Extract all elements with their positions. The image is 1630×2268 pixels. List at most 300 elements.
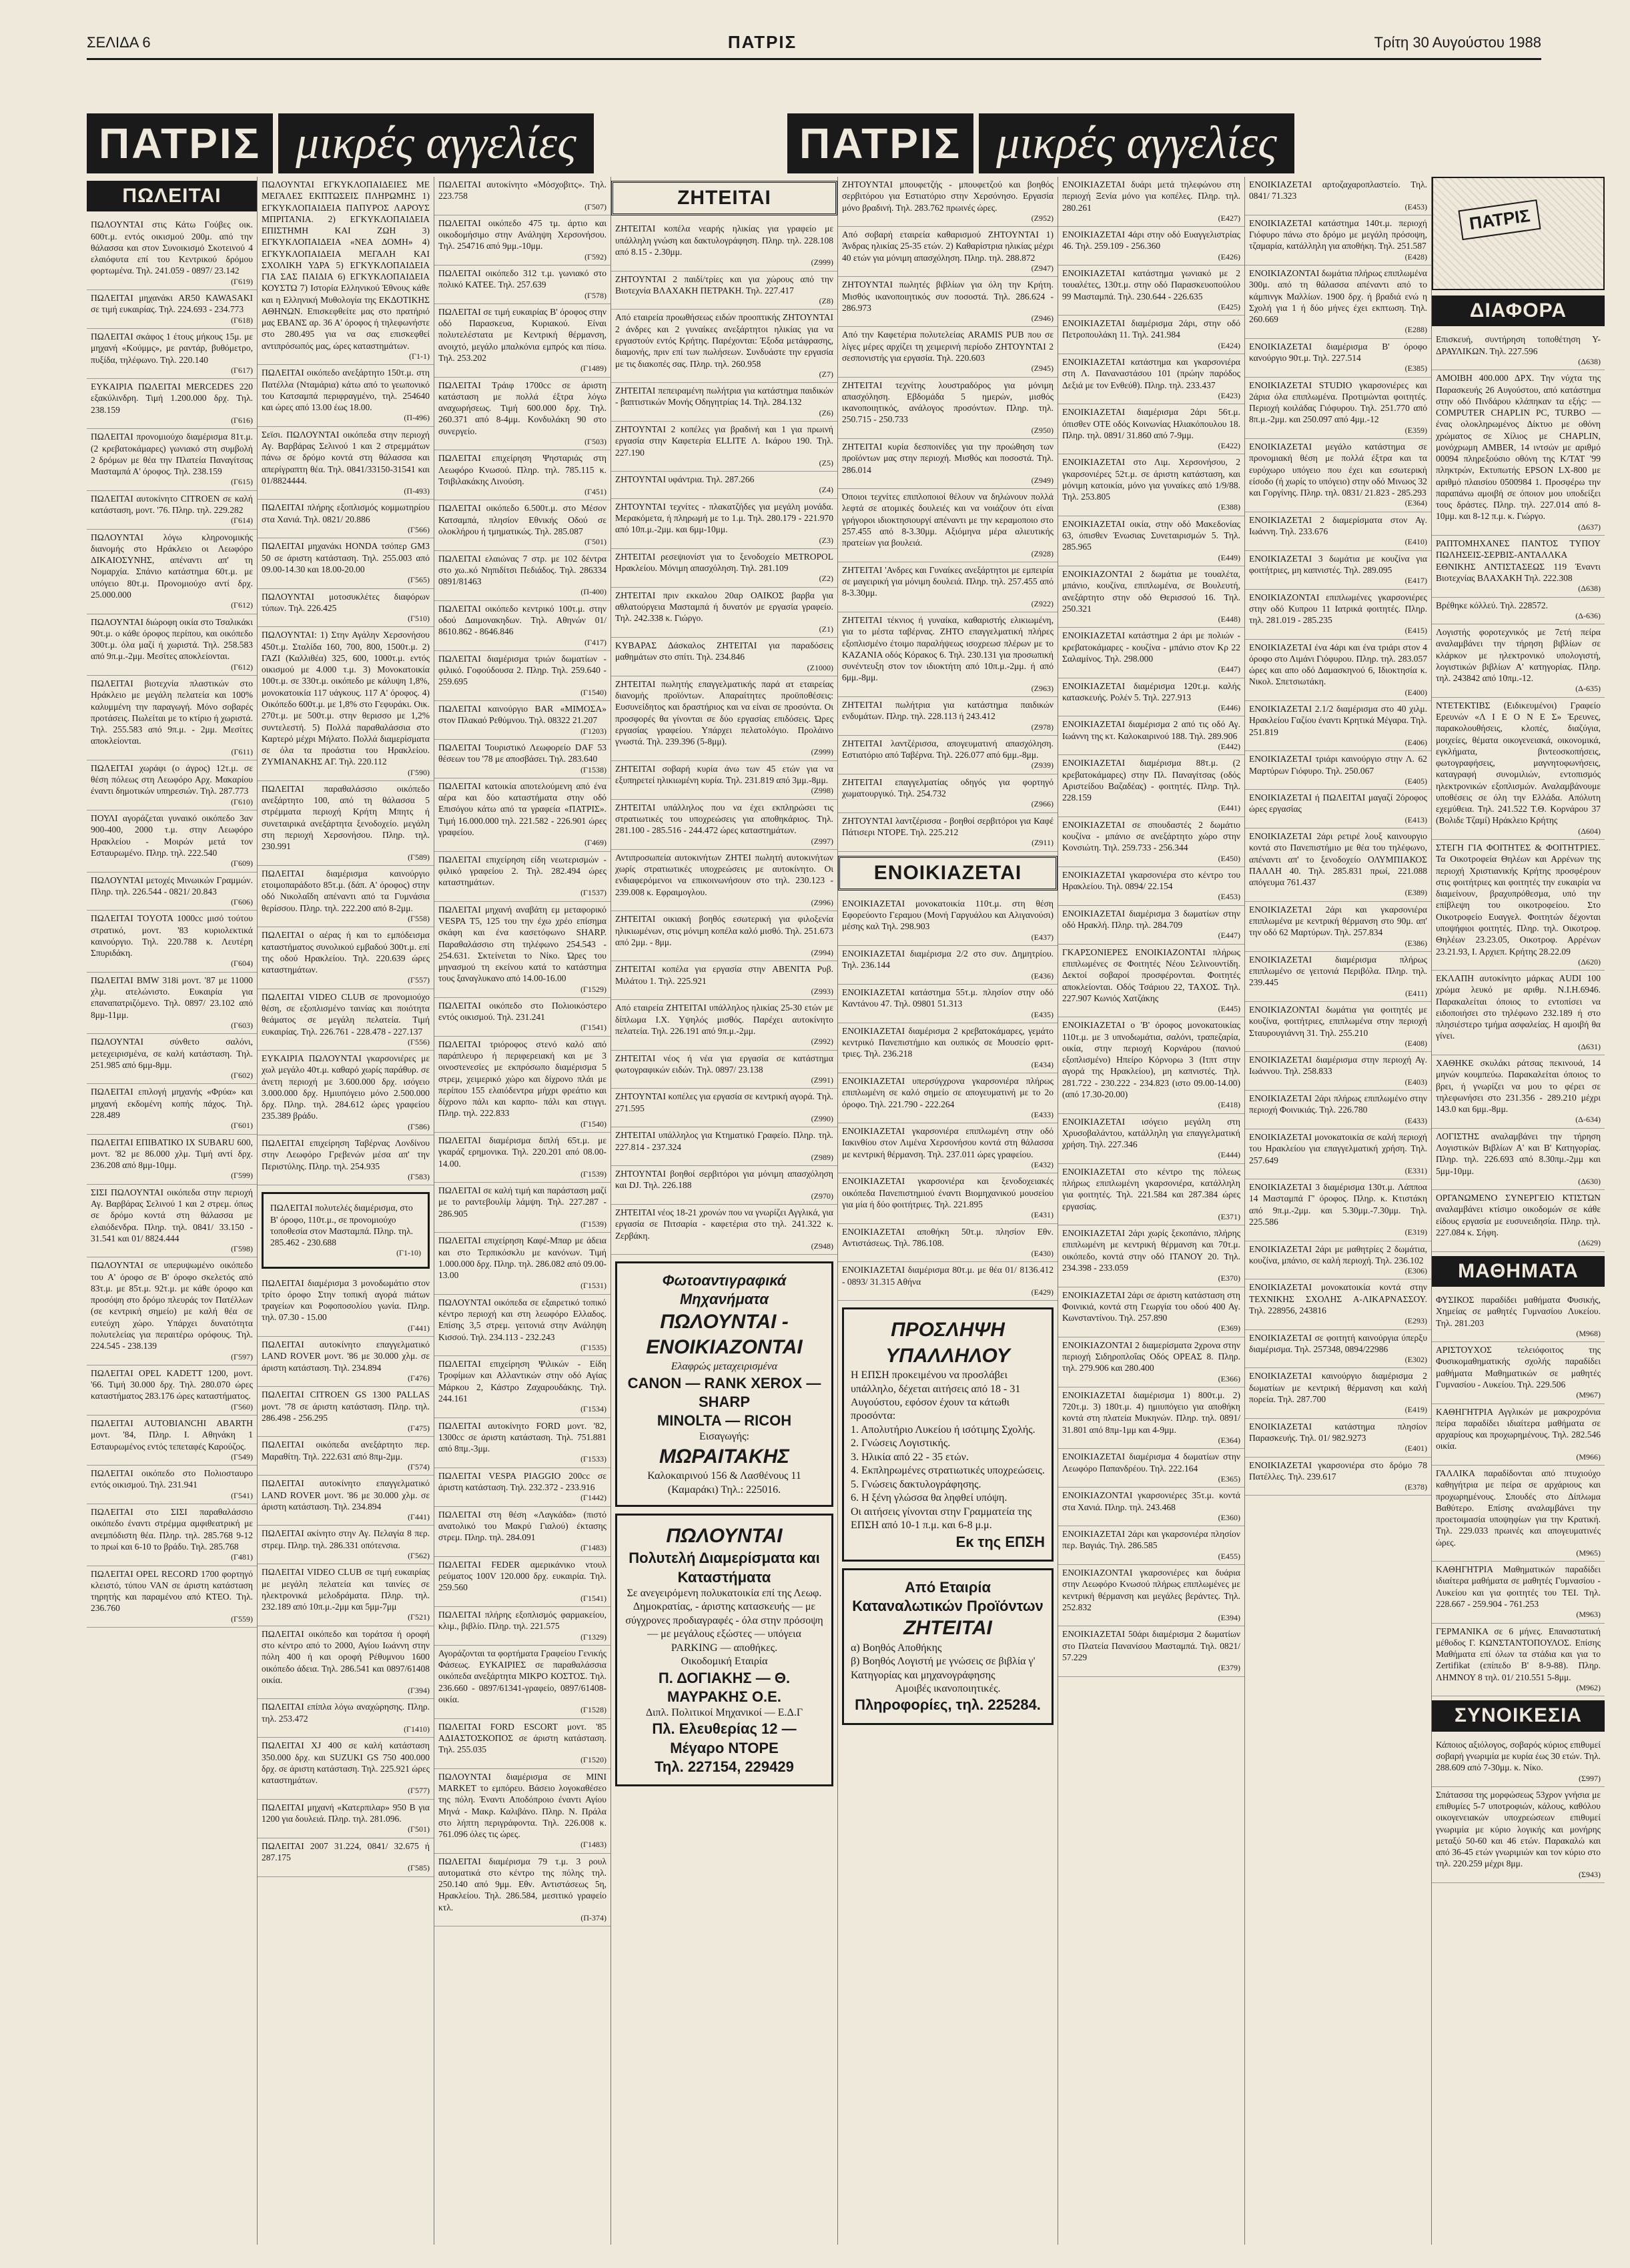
classified-ad: [434, 1233, 610, 1294]
ad-text: ΠΩΛΕΙΤΑΙ διαμέρισμα 79 τ.μ. 3 ρουλ αυτοματικά στο κέντρο της πόλης τηλ. 250.140 από 9μμ. Εθν. Αντιστάσεως 5η, Ηρακλείου. Τηλ. 286.584, μεσιτικό γραφείο κτλ.: [438, 1856, 606, 1912]
ad-code: (Ζ2): [819, 574, 833, 584]
classified-ad: [1432, 1624, 1605, 1697]
ad-text: ΕΝΟΙΚΙΑΖΕΤΑΙ υπερσύγχρονα γκαρσονιέρα πλήρως επιπλωμένη σε καλό σημείο σε απογευματινή με το 2ο όροφο. Τηλ. 221.790 - 222.264: [842, 1076, 1054, 1109]
classified-ad: [1245, 952, 1431, 1002]
ad-code: (Γ1541): [580, 1593, 606, 1603]
classified-ad: [1058, 1225, 1244, 1287]
classified-ad: [87, 1504, 257, 1566]
ad-code: (Ε413): [1404, 814, 1427, 824]
ad-code: (Ζ922): [1031, 598, 1054, 608]
ad-text: ΖΗΤΟΥΝΤΑΙ 2 παιδί/τρίες και για χώρους από την Βιοτεχνία ΒΛΑΧΑΚΗ ΠΕΤΡΑΚΗ. Τηλ. 227.417: [615, 273, 833, 296]
ad-code: (Γ1489): [580, 364, 606, 374]
ad-text: ΠΩΛΕΙΤΑΙ οικόπεδο 475 τμ. άρτιο και οικοδομήσιμο στην Ανάληψη Χερσονήσου. Τηλ. 254716 από 9μμ.-10μμ.: [438, 217, 606, 251]
ad-code: (Γ1329): [580, 1632, 606, 1642]
ad-code: (Γ603): [231, 1020, 253, 1030]
ad-code: (Ζ8): [819, 296, 833, 306]
ad-code: (Ζ998): [811, 786, 833, 796]
classified-ad: [1058, 1114, 1244, 1164]
classified-ad: [1058, 404, 1244, 454]
ad-code: (Ε441): [1218, 803, 1240, 813]
classified-ad: [87, 429, 257, 490]
ad-code: (Γ503): [584, 436, 606, 446]
ad-text: Σεϊσι. ΠΩΛΟΥΝΤΑΙ οικόπεδα στην περιοχή Αγ. Βαρβάρας Σελινού 1 και 2 στρεμμάτων πάνω σε δρόμο κοντά στη θάλασσα και απερίγραπτη θέα. Τηλ. 0841/33150-31541 και 01/8824444.: [262, 429, 430, 486]
classified-ad: [1245, 512, 1431, 551]
ad-code: (Ε400): [1404, 687, 1427, 697]
classified-ad: [258, 1135, 434, 1185]
ad-text: ΠΩΛΕΙΤΑΙ αυτοκίνητο CITROEN σε καλή κατάσταση, μοντ. '76. Πληρ. τηλ. 229.282: [91, 493, 253, 515]
ad-code: (Γ611): [231, 746, 253, 756]
company-phone: Πληροφορίες, τηλ. 225284.: [855, 1696, 1041, 1714]
realestate-address: Πλ. Ελευθερίας 12 — Μέγαρο ΝΤΟΡΕ: [652, 1720, 797, 1756]
ad-text: ΖΗΤΟΥΝΤΑΙ 2 κοπέλες για βραδινή και 1 για πρωινή εργασία στην Καφετερία ELLITE Λ. Ικάρου 190. Τηλ. 227.190: [615, 424, 833, 458]
ad-code: (Γ1537): [580, 888, 606, 898]
ad-text: ΕΝΟΙΚΙΑΖΕΤΑΙ 2άρι χωρίς ξεκοπάνιο, πλήρης επιπλωμένη με κεντρική θέρμανση και 70τ.μ. οικόπεδο, κοντά στην οδό ΙΤΑΝΟΥ 20. Τηλ. 234.398 - 233.059: [1062, 1228, 1240, 1273]
ad-text: ΑΡΙΣΤΟΥΧΟΣ τελειόφοιτος της Φυσικομαθηματικής σχολής παραδίδει μαθήματα Μαθηματικών σε μαθητές Γυμνασίου - Λυκείου. Τηλ. 229.506: [1436, 1345, 1601, 1389]
ad-code: (Ζ993): [811, 987, 833, 996]
ad-text: ΕΝΟΙΚΙΑΖΕΤΑΙ 2άρι και γκαρσονιέρα πλησίον περ. Βαγιάς. Τηλ. 286.585: [1062, 1529, 1240, 1551]
ad-code: (Ε417): [1404, 576, 1427, 586]
classified-ad: [258, 1476, 434, 1526]
ad-code: (Ζ992): [811, 1037, 833, 1047]
ad-code: (Ε365): [1218, 1474, 1240, 1484]
classified-ad: [258, 1051, 434, 1135]
classified-ad: [1245, 1330, 1431, 1369]
classified-ad: [1432, 971, 1605, 1055]
ad-text: ΠΩΛΟΥΝΤΑΙ μετοχές Μινωικών Γραμμών. Πληρ. τηλ. 226.544 - 0821/ 20.843: [91, 875, 253, 897]
classified-ad: [87, 676, 257, 760]
classified-ad: [1245, 1368, 1431, 1418]
ad-text: ΕΝΟΙΚΙΑΖΕΤΑΙ 3 διαμέρισμα 130τ.μ. Λάπποα 14 Μασταμπά Γ' όροφος. Πληρ. κ. Κτιστάκη από 9π.μ.-2μμ. και 5.30μμ.-7.30μμ. Τηλ. 225.586: [1249, 1182, 1427, 1227]
ad-code: (Γ501): [408, 1824, 430, 1834]
ad-code: (Ε394): [1218, 1613, 1240, 1623]
ad-text: ΓΕΡΜΑΝΙΚΑ σε 6 μήνες. Επαναστατική μέθοδος Γ. ΚΩΝΣΤΑΝΤΟΠΟΥΛΟΣ. Επίσης Μαθήματα επί όλων τα στάδια και για το Zertifikat (επίπεδο Β' 8-9-88). Πληρ. ΛΗΜΝΟΥ 8 τηλ. 01/ 210.551 5-8μμ.: [1436, 1626, 1601, 1682]
ad-code: (Γ617): [231, 365, 253, 375]
ad-code: (Ε445): [1218, 1004, 1240, 1014]
classified-ad: [434, 450, 610, 500]
classified-ad: [258, 1526, 434, 1564]
realestate-names: Π. ΔΟΓΙΑΚΗΣ — Θ. ΜΑΥΡΑΚΗΣ Ο.Ε.: [658, 1669, 791, 1705]
realestate-firm: Οικοδομική Εταιρία: [681, 1656, 768, 1668]
ad-text: ΡΑΠΤΟΜΗΧΑΝΕΣ ΠΑΝΤΟΣ ΤΥΠΟΥ ΠΩΛΗΣΕΙΣ-ΣΕΡΒΙΣ-ΑΝΤΑΛΛΚΑ ΕΘΝΙΚΗΣ ΑΝΤΙΣΤΑΣΕΩΣ 119 Έναντι Βιοτεχνίας ΒΛΑΧΑΚΗ Τηλ. 222.308: [1436, 538, 1601, 583]
ad-text: Κάποιος αξιόλογος, σοβαρός κύριος επιθυμεί σοβαρή γνωριμία με κυρία έως 30 ετών. Τηλ. 288.609 από 7-30μμ. κ. Νίκο.: [1436, 1739, 1601, 1773]
ad-text: ΠΩΛΕΙΤΑΙ AUTOBIANCHI ABARTH μοντ. '84, Πληρ. Ι. Αθηνάκη 1 Εσταυρωμένος εντός τεπεταφές Καρούζος.: [91, 1418, 253, 1452]
ad-text: Επισκευή, συντήρηση τοποθέτηση Υ-ΔΡΑΥΛΙΚΩΝ. Τηλ. 227.596: [1436, 334, 1601, 356]
classified-ad: [611, 310, 837, 383]
classified-ad: [838, 697, 1058, 736]
ad-code: (Γ549): [231, 1452, 253, 1462]
ad-text: ΕΝΟΙΚΙΑΖΕΤΑΙ στο Λιμ. Χερσονήσου, 2 γκαρσονιέρες 52τ.μ. σε άριστη κατάσταση, και μόνιμη κατοικία, μόνο για γυναίκες από 1/9/88. Τηλ. 253.805: [1062, 457, 1240, 502]
classified-ad: [1432, 624, 1605, 698]
ad-text: ΖΗΤΕΙΤΑΙ οικιακή βοηθός εσωτερική για φιλοξενία ηλικιωμένων, στις μόνιμη κοπέλα καλό μισθό. Τηλ. 251.673 από 2μμ. - 8μμ.: [615, 914, 833, 947]
classified-ad: [258, 538, 434, 588]
classified-ad: [434, 304, 610, 378]
ad-code: (Ζ996): [811, 897, 833, 907]
classified-ad: [87, 1084, 257, 1134]
ad-text: ΠΩΛΕΙΤΑΙ ΕΠΙΒΑΤΙΚΟ ΙΧ SUBARU 600, μοντ. '82 με 86.000 χλμ. Τιμή αντί δρχ. 236.208 από 8μμ-10μμ.: [91, 1137, 253, 1171]
ad-code: (Ε433): [1031, 1109, 1054, 1119]
ad-text: ΠΩΛΕΙΤΑΙ 2007 31.224, 0841/ 32.675 ή 287.175: [262, 1840, 430, 1862]
ad-text: ΠΩΛΕΙΤΑΙ αυτοκίνητο FORD μοντ. '82, 1300cc σε άριστη κατάσταση. Τηλ. 751.881 από 8πμ.-3μμ.: [438, 1420, 606, 1454]
ad-code: (Γ501): [584, 537, 606, 547]
classified-ad: [434, 1769, 610, 1854]
classified-ad: [1058, 454, 1244, 516]
section-mathimata: ΜΑΘΗΜΑΤΑ: [1432, 1256, 1605, 1287]
ad-text: ΕΝΟΙΚΙΑΖΕΤΑΙ μονοκατοικία 110τ.μ. στη θέση Εφορεύοντο Γεραμου (Μονή Γαργυάλου και Αλιγανούσι) μέσης καλ Τηλ. 298.903: [842, 898, 1054, 932]
classified-ad: [1058, 1164, 1244, 1225]
ad-text: ΕΝΟΙΚΙΑΖΕΤΑΙ γκαρσονιέρα στο κέντρο του Ηρακλείου. Τηλ. 0894/ 22.154: [1062, 869, 1240, 892]
ad-code: (Γ585): [408, 1863, 430, 1873]
ad-code: (Γ604): [231, 959, 253, 969]
ad-text: ΖΗΤΕΙΤΑΙ κοπέλα νεαρής ηλικίας για γραφείο με υπάλληλη γνώση και δακτυλογράφηση. Πληρ. τηλ. 228.108 από 8.15 - 2.30μμ.: [615, 223, 833, 257]
ad-code: (Μ967): [1576, 1390, 1601, 1400]
ad-text: ΕΥΚΑΙΡΙΑ ΠΩΛΟΥΝΤΑΙ γκαρσονιέρες με χωλ μεγάλο 40τ.μ. καθαρό χωρίς παράθυρ. σε άνετη περιοχή με 3.600.000 δρχ. ισόγειο 3.000.000 δρχ. Ημιυπόγειο μόνο 2.500.000 δρχ. Πληρ. τηλ. 284.612 ώρες γραφείου 235.389 βράδυ.: [262, 1053, 430, 1121]
ad-code: (Ε423): [1218, 390, 1240, 400]
classified-ad: [1245, 790, 1431, 828]
classified-ad: [838, 227, 1058, 277]
ad-text: ΠΩΛΕΙΤΑΙ βιοτεχνία πλαστικών στο Ηράκλειο με μεγάλη πελατεία και 100% καλυμμένη την παραγωγή. Μόνο σοβαρές προτάσεις. Πωλείται με το κτίριο ή χωριστά. Τηλ. 255.583 από 9π.μ. - 2μμ. Μεσίτες αποκλείονται.: [91, 678, 253, 746]
ad-code: (Γ1203): [580, 726, 606, 736]
ad-text: ΖΗΤΕΙΤΑΙ σοβαρή κυρία άνω των 45 ετών για να εξυπηρετεί ηλικιωμένη κυρία. Τηλ. 231.819 από 3μμ.-8μμ.: [615, 763, 833, 786]
classified-ad: [258, 1337, 434, 1387]
classified-ad: [1058, 755, 1244, 816]
ad-text: ΠΩΛΕΙΤΑΙ προνομιούχο διαμέρισμα 81τ.μ. (2 κρεβατοκάμαρες) γωνιακό στη συμβολή 2 δρόμων με θέα την Πλατεία Παναγίτσας Μασταμπά Α' όροφος. Τηλ. 238.159: [91, 432, 253, 477]
classified-ad: [87, 379, 257, 429]
classified-ad: [258, 927, 434, 989]
classified-ad: [258, 427, 434, 500]
ad-text: Από εταιρεία προωθήσεως ειδών προοπτικής ΖΗΤΟΥΝΤΑΙ 2 άνδρες και 2 γυναίκες ανεξάρτητοι ηλικίας για να εργαστούν εντός Κρήτης. Παρέχονται: Έξοδα μετάφρασης, διαμονής, πριν επί των πωλήσεων. Συνδυάστε την εργασία με τις διακοπές σας. Πληρ. τηλ. 260.958: [615, 312, 833, 369]
classified-ad: [1432, 1404, 1605, 1466]
classified-ad: [87, 217, 257, 290]
cartoon-illustration: [1432, 177, 1605, 290]
newspaper-name: ΠΑΤΡΙΣ: [727, 32, 797, 52]
ad-text: ΓΑΛΛΙΚΑ παραδίδονται από πτυχιούχο καθηγήτρια με πείρα σε αρχάριους και προχωρημένους. Σπουδές στο Δίπλωμα Βαθύτερο. Επίσης αναλαμβάνει την προετοιμασία υποψηφίων για την Κρατική. Τηλ. 229.033 πρωινές και απογευματινές ώρες.: [1436, 1468, 1601, 1548]
company-title: Από Εταιρία Καταναλωτικών Προϊόντων: [852, 1578, 1044, 1615]
classified-ad: [611, 422, 837, 472]
company-item: β) Βοηθός Λογιστή με γνώσεις σε βιβλία γ' Κατηγορίας και μηχανογράφησης: [851, 1656, 1036, 1681]
ad-text: ΕΝΟΙΚΙΑΖΕΤΑΙ γκαρσονιέρα στο δρόμο 78 Πατέλλες. Τηλ. 239.617: [1249, 1460, 1427, 1482]
ad-code: (Γ541): [231, 1490, 253, 1500]
classified-ad: [258, 1626, 434, 1700]
ad-code: (Ε370): [1218, 1273, 1240, 1283]
column-4: [610, 177, 837, 2245]
job-title: ΠΡΟΣΛΗΨΗ ΥΠΑΛΛΗΛΟΥ: [885, 1319, 1010, 1367]
classified-ad: [1058, 265, 1244, 316]
ad-code: (Ε411): [1405, 988, 1427, 998]
ad-text: ΕΝΟΙΚΙΑΖΕΤΑΙ δυάρι μετά τηλεφώνου στη περιοχή Ξενία μόνο για κοπέλες. Πληρ. τηλ. 280.261: [1062, 179, 1240, 213]
ad-code: (Ε288): [1404, 325, 1427, 335]
ad-code: (Γ1535): [580, 1342, 606, 1352]
ad-text: ΕΝΟΙΚΙΑΖΕΤΑΙ ένα 4άρι και ένα τριάρι στον 4 όροφο στο Λιμάνι Γιόφυρου. Πληρ. τηλ. 283.057 ώρες και απο οδό Δαμασκηνού 6, Ιδιοκτησία κ. Νικολ. Σπετσιωτάκη.: [1249, 642, 1427, 687]
ad-text: ΚΑΘΗΓΗΤΡΙΑ Αγγλικών με μακροχρόνια πείρα παραδίδει ιδιαίτερα μαθήματα σε αρχαρίους και προχωρημένους. Τηλ. 282.546 οικία.: [1436, 1406, 1601, 1452]
ad-code: (Ε431): [1031, 1210, 1054, 1220]
classified-ad: [434, 1719, 610, 1769]
ad-text: ΧΑΘΗΚΕ σκυλάκι ράτσας πεκινουά, 14 μηνών κουμπεύω. Παρακαλείται όποιος το βρει, ή γνωρίζει να μου το φέρει σε τηλεφωνήσει στο 231.356 - 289.210 μέχρι 143.0 και 6μμ.-8μμ.: [1436, 1058, 1601, 1115]
classified-ad: [1432, 1562, 1605, 1623]
column-5: [837, 177, 1058, 2245]
ad-text: Από εταιρεία ΖΗΤΕΙΤΑΙ υπάλληλος ηλικίας 25-30 ετών με δίπλωμα Ι.Χ. Υψηλός μισθός. Παρέχει αυτοκίνητο πελατεία. Τηλ. 226.191 από 9π.μ.-2μμ.: [615, 1003, 833, 1036]
ad-text: Βρέθηκε κόλλεύ. Τηλ. 228572.: [1436, 600, 1548, 610]
classified-ad: [1058, 716, 1244, 755]
classified-ad: [1432, 1190, 1605, 1251]
ad-text: ΠΩΛΕΙΤΑΙ OPEL KADETT 1200, μοντ. '66. Τιμή 30.000 δρχ. Τηλ. 280.070 ώρες καταστήματος 283.176 ώρες καταστήματος.: [91, 1367, 253, 1401]
ad-code: (Γ469): [584, 838, 606, 848]
ad-code: (Γ1483): [580, 1543, 606, 1553]
classified-ad: [838, 327, 1058, 377]
ad-code: (Ζ946): [1031, 314, 1054, 324]
ad-text: ΖΗΤΕΙΤΑΙ πεπειραμένη πωλήτρια για κατάστημα παιδικών - βαπτιστικών Μονής Οδηγητρίας 14. Τηλ. 284.132: [615, 386, 833, 408]
ad-code: (Ε424): [1218, 340, 1240, 350]
ad-text: ΠΩΛΕΙΤΑΙ πλήρης εξοπλισμός κομμωτηρίου στα Χανιά. Τηλ. 0821/ 20.886: [262, 502, 430, 524]
classified-ad: [434, 852, 610, 902]
classified-ad: [1245, 265, 1431, 339]
ad-text: ΕΝΟΙΚΙΑΖΕΤΑΙ 2άρι σε άριστη κατάσταση στη Φοινικιά, κοντά στη Γεωργία του οδού 400 Αγ. Κωνσταντίνου. Τηλ. 257.890: [1062, 1289, 1240, 1323]
ad-code: (Γ610): [231, 796, 253, 806]
ad-code: (Ζ989): [811, 1152, 833, 1162]
ad-text: ΕΝΟΙΚΙΑΖΕΤΑΙ 2άρι με μαθητρίες 2 δωμάτια, κουζίνα, μπάνιο, σε καλή περιοχή. Τηλ. 236.102: [1249, 1243, 1427, 1265]
section-poleitai: ΠΩΛΕΙΤΑΙ: [87, 181, 257, 211]
ad-code: (Ζ999): [811, 257, 833, 267]
ad-text: ΕΝΟΙΚΙΑΖΕΤΑΙ ή ΠΩΛΕΙΤΑΙ μαγαζί 2όροφος ώρες εργασίας: [1249, 792, 1427, 814]
ad-code: (Ε422): [1218, 441, 1240, 451]
classified-ad: [611, 383, 837, 422]
ad-code: (Ζ7): [819, 369, 833, 379]
company-ad-box: [842, 1568, 1054, 1725]
ad-text: ΕΝΟΙΚΙΑΖΕΤΑΙ διαμέρισμα 4 δωματίων στην Λεωφόρο Παπανδρέου. Τηλ. 222.164: [1062, 1452, 1240, 1474]
ad-text: ΖΗΤΟΥΝΤΑΙ πωλητές βιβλίων για όλη την Κρήτη. Μισθός ικανοποιητικός συν ποσοστά. Τηλ. 286.624 - 286.973: [842, 279, 1054, 313]
ad-text: ΠΩΛΕΙΤΑΙ VIDEO CLUB σε προνομιούχο θέση, σε εξοπλισμένο ταινίας και ποιότητα θεάματος σε μεγάλη πελατεία. Τιμή ευκαιρίας. Τηλ. 226.761 - 228.478 - 227.137: [262, 991, 430, 1037]
ad-code: (Ζ970): [811, 1191, 833, 1201]
classified-ad: [87, 329, 257, 379]
classified-ad: [1245, 439, 1431, 512]
classified-ad: [1245, 1002, 1431, 1052]
ad-text: ΕΝΟΙΚΙΑΖΕΤΑΙ διαμέρισμα 2 κρεβατοκάμαρες, γεμάτο κεντρικό Πανεπιστήμιο και ουπικός σε Μουσείο φριτ- τριες. Τηλ. 236.218: [842, 1025, 1054, 1059]
section-enoikiazetai: ΕΝΟΙΚΙΑΖΕΤΑΙ: [838, 856, 1058, 891]
classified-ad: [611, 549, 837, 588]
ad-text: ΠΩΛΕΙΤΑΙ οικόπεδο και τοράτσα ή οροφή στο κέντρο από το 2000, Αγίου Ιωάννη στην πόλη 400 ή και οροφή Ρέθυμνου 1600 οικόπεδο άδεια. Τηλ. 286.541 και 0897/61408 οικία.: [262, 1628, 430, 1685]
section-diafora: ΔΙΑΦΟΡΑ: [1432, 296, 1605, 326]
ad-text: ΖΗΤΕΙΤΑΙ κοπέλα για εργασία στην ABENITA Ρυβ. Μιλάτου 1. Τηλ. 225.921: [615, 964, 833, 986]
classified-ad: [434, 1183, 610, 1233]
ad-text: ΠΩΛΕΙΤΑΙ FEDER αμερικάνικο ντουλ ρεύματος 100V 120.000 δρχ. ευκαιρία. Τηλ. 259.560: [438, 1559, 606, 1593]
ad-code: (Ε434): [1031, 1059, 1054, 1069]
ad-text: ΕΝΟΙΚΙΑΖΕΤΑΙ αποθήκη 50τ.μ. πλησίον Εθν. Αντιστάσεως. Τηλ. 786.108.: [842, 1226, 1054, 1248]
classified-ad: [434, 778, 610, 852]
ad-text: ΕΝΟΙΚΙΑΖΕΤΑΙ διαμέρισμα 88τ.μ. (2 κρεβατοκάμαρες) στην Πλ. Παναγίτσας (οδός Αριστείδου Βαζαδέας) - φοιτητές. Πληρ. Τηλ. 228.159: [1062, 758, 1240, 803]
classified-ad: [838, 736, 1058, 774]
classified-ad: [838, 177, 1058, 227]
classified-ad: [434, 1037, 610, 1133]
ad-code: (Ε378): [1404, 1482, 1427, 1492]
classified-ad: [838, 489, 1058, 562]
ad-code: (Δ637): [1578, 522, 1601, 532]
classified-ad: [87, 760, 257, 810]
classified-ad: [1245, 1052, 1431, 1091]
classified-ad: [434, 1356, 610, 1418]
classified-ad: [838, 1023, 1058, 1073]
ad-text: ΠΩΛΕΙΤΑΙ VIDEO CLUB σε τιμή ευκαιρίας με μεγάλη πελατεία και ταινίες σε ηλεκτρονικά μελοδράματα. Πληρ. τηλ. 232.189 από 10π.μ.-2μμ και 5μμ-7μμ: [262, 1567, 430, 1612]
ad-code: (Γ592): [584, 251, 606, 261]
ad-code: (Γ1539): [580, 1169, 606, 1179]
classified-ad: [87, 491, 257, 530]
photocopier-company: ΜΩΡΑΙΤΑΚΗΣ: [659, 1445, 789, 1468]
classified-ad: [1245, 1091, 1431, 1129]
ad-text: ΚΥΒΑΡΑΣ Δάσκαλος ΖΗΤΕΙΤΑΙ για παραδόσεις μαθημάτων στο σπίτι. Τηλ. 234.846: [615, 640, 833, 662]
classified-ad: [838, 439, 1058, 489]
classified-ad: [258, 1275, 434, 1337]
ad-code: (Ε442): [1218, 741, 1240, 751]
ad-text: ΠΩΛΕΙΤΑΙ διαμέρισμα διπλή 65τ.μ. με γκαράζ ερημονικα. Τηλ. 220.201 από 08.00-14.00.: [438, 1135, 606, 1169]
ad-code: (Ε410): [1404, 537, 1427, 547]
ad-text: ΠΩΛΕΙΤΑΙ μηχανή αναβάτη εμ μεταφορικό VESPA T5, 125 του την έχω χρέο επίσημα σκάφη και ένα κασετόφωνο SHARP. Παραθαλάσσιο στη τηλέφωνο 254.543 - 254.631. Σκτείνεται το Νίκο. Ώρες του μηνασμού τη εκείνου κατά το κατάστημα τους ξαναγλυκανο από 14.00-16.00: [438, 904, 606, 984]
ad-text: ΕΝΟΙΚΙΑΖΕΤΑΙ κατάστημα 140τ.μ. περιοχή Γιόφυρο πάνω στο δρόμο με μεγάλη πρόσοψη, τζαμαρία, κατάλληλη για αποθήκη. Τηλ. 251.587: [1249, 217, 1427, 251]
ad-code: (Ζ3): [819, 535, 833, 545]
classified-ad: [434, 378, 610, 451]
ad-code: (Ζ999): [811, 747, 833, 757]
ad-code: (Ζ911): [1032, 838, 1054, 848]
ad-code: (Γ481): [231, 1552, 253, 1562]
ad-code: (Ε331): [1404, 1165, 1427, 1175]
ad-text: ΠΩΛΕΙΤΑΙ οικόπεδο στο Πολιοσταυρο εντός οικισμού. Τηλ. 231.941: [91, 1468, 253, 1490]
ad-code: (Δ638): [1578, 584, 1601, 594]
classified-ad: [87, 1466, 257, 1504]
ad-text: ΕΝΟΙΚΙΑΖΕΤΑΙ κατάστημα και γκαρσονιέρα στη Λ. Παναναστάσου 101 (πρώην παρόδος Δεξιά με τον Ενθεύθ). Πληρ. τηλ. 233.437: [1062, 357, 1240, 390]
ad-text: ΦΥΣΙΚΟΣ παραδίδει μαθήματα Φυσικής, Χημείας σε μαθητές Γυμνασίου Λυκείου. Τηλ. 281.203: [1436, 1295, 1601, 1328]
ad-code: (Γ565): [408, 575, 430, 585]
classified-ad: [434, 1133, 610, 1183]
ad-code: (Ε453): [1218, 892, 1240, 902]
classified-ad: [258, 781, 434, 866]
ad-text: ΕΝΟΙΚΙΑΖΕΤΑΙ τριάρι καινούργιο στην Λ. 62 Μαρτύρων Γιόφυρο. Τηλ. 250.067: [1249, 754, 1427, 776]
ad-code: (Ε319): [1404, 1227, 1427, 1237]
ad-text: ΖΗΤΕΙΤΑΙ νέος 18-21 χρονών που να γνωρίζει Αγγλικά, για εργασία σε Πιτσαρία - καφετέρια στο τηλ. 241.322 κ. Ζερβάκη.: [615, 1207, 833, 1241]
ad-code: (Γ507): [584, 201, 606, 211]
ad-code: (Γ578): [584, 290, 606, 300]
classified-ad: [87, 973, 257, 1034]
ad-code: (Γ606): [231, 897, 253, 907]
ad-code: (Ε429): [1031, 1287, 1054, 1297]
ad-text: ΠΩΛΟΥΝΤΑΙ σύνθετο σαλόνι, μετεχειρισμένα, σε καλή κατάσταση. Τηλ. 251.985 από 6μμ-8μμ.: [91, 1037, 253, 1070]
classified-ad: [258, 1738, 434, 1799]
job-ad-box: [842, 1307, 1054, 1562]
ad-text: ΖΗΤΕΙΤΑΙ πριν εκκαλου 20αρ ΟΑΙΚΟΣ βαρβα για αθλατούργεια Μασταμπά ή δυνατόν με εργασία γραφείο. Τηλ. 242.338 κ. Γιώργο.: [615, 590, 833, 624]
ad-text: ΕΝΟΙΚΙΑΖΕΤΑΙ διαμέρισμα 1) 800τ.μ. 2) 720τ.μ. 3) 180τ.μ. 4) ημιυπόγειο για αποθήκη κοντά στη πλατεία Μυκηνών. Πληρ. τηλ. 0891/ 31.801 από 8πμ-1μμ και 4-9μμ.: [1062, 1389, 1240, 1435]
job-requirement: 5. Γνώσεις δακτυλογράφησης.: [851, 1478, 981, 1490]
ad-code: (Ε401): [1404, 1444, 1427, 1454]
ad-text: ΖΗΤΟΥΝΤΑΙ βοηθοί σερβιτόροι για μόνιμη απασχόληση και DJ. Τηλ. 226.188: [615, 1169, 833, 1191]
classified-ad: [1432, 1787, 1605, 1883]
ad-text: ΕΝΟΙΚΙΑΖΕΤΑΙ STUDIO γκαρσονιέρες και 2άρια όλα επιπλωμένα. Προτιμώνται φοιτητές. Περιοχή κοιλάδας Γιόφυρου. Τηλ. 251.770 από 8π.μ.-2μμ. και 250.097 από 4μμ.-12: [1249, 380, 1427, 425]
classified-ad: [1058, 1449, 1244, 1488]
classified-ad: [258, 1838, 434, 1877]
classified-ad: [611, 761, 837, 800]
ad-code: (Ζ1000): [807, 662, 833, 672]
ad-text: ΠΩΛΕΙΤΑΙ ακίνητο στην Αγ. Πελαγία 8 περ. στρεμ. Πληρ. τηλ. 286.331 οπότενσια.: [262, 1528, 430, 1550]
ad-text: ΖΗΤΕΙΤΑΙ 'Ανδρες και Γυναίκες ανεξάρτητοι με εμπειρία σε μαγειρική για μόνιμη δουλειά. Πληρ. τηλ. 257.455 από 8-3.30μμ.: [842, 564, 1054, 598]
ad-text: ΠΩΛΕΙΤΑΙ μηχανάκι AR50 KAWASAKI σε τιμή ευκαιρίας. Τηλ. 224.693 - 234.773: [91, 293, 253, 315]
classified-ad: [838, 378, 1058, 439]
job-requirement: 6. Η ξένη γλώσσα θα ληφθεί υπόψη.: [851, 1492, 1007, 1504]
ad-text: ΕΝΟΙΚΙΑΖΟΝΤΑΙ 2 δωμάτια με τουαλέτα, μπάνιο, κουζίνα, επιπλωμένα, σε Βουλευτή, ανεξάρτητο στην οδό Θερισσού 16. Τηλ. 250.321: [1062, 568, 1240, 614]
classified-ad: [611, 850, 837, 911]
page-label: ΣΕΛΙΔΑ 6: [87, 33, 151, 51]
ad-code: (Ε446): [1218, 703, 1240, 713]
ad-text: ΛΟΓΙΣΤΗΣ αναλαμβάνει την τήρηση Λογιστικών Βιβλίων Α' και Β' Κατηγορίας. Πληρ. τηλ. 226.693 από 8.30πμ.-2μμ και 5μμ-10μμ.: [1436, 1131, 1601, 1176]
section-zhteitai: ΖΗΤΕΙΤΑΙ: [611, 181, 837, 215]
ad-text: ΖΗΤΕΙΤΑΙ πωλήτρια για κατάστημα παιδικών ενδυμάτων. Πληρ. τηλ. 228.113 ή 243.412: [842, 700, 1054, 722]
ad-text: ΖΗΤΕΙΤΑΙ κυρία δεσποινίδες για την προώθηση των προϊόντων μας στην περιοχή. Μισθός και ποσοστά. Τηλ. 286.014: [842, 442, 1054, 475]
ad-code: (Γ1533): [580, 1454, 606, 1464]
ad-text: ΖΗΤΟΥΝΤΑΙ υφάντρια. Τηλ. 287.266: [615, 474, 755, 485]
realestate-phone: Τηλ. 227154, 229429: [655, 1758, 794, 1775]
job-body: Η ΕΠΣΗ προκειμένου να προσλάβει υπάλληλο, δέχεται αιτήσεις από 18 - 31 Αυγούστου, εφόσον έχουν τα κάτωθι προσόντα:: [851, 1369, 1021, 1422]
classified-ad: [434, 1295, 610, 1356]
ad-text: ΠΩΛΕΙΤΑΙ αυτοκίνητο «Μόσχοβιτς». Τηλ. 223.758: [438, 179, 606, 201]
classified-ad: [434, 1607, 610, 1646]
ad-text: ΠΩΛΕΙΤΑΙ σε τιμή ευκαιρίας Β' όροφος στην οδό Παρασκευα, Κυριακού. Είναι πολυτελέστατα με Κεντρική θέρμανση, ανοιχτό, μεγάλο μπαλκόνια εμπρός και πίσω. Τηλ. 253.202: [438, 306, 606, 363]
ad-code: (Μ962): [1576, 1682, 1601, 1692]
ad-code: (Ε369): [1218, 1323, 1240, 1333]
ad-code: (Ζ952): [1031, 213, 1054, 223]
classified-ad: [611, 472, 837, 499]
classified-ad: [434, 500, 610, 550]
ad-code: (Π-374): [580, 1913, 606, 1922]
ad-text: ΠΩΛΕΙΤΑΙ οικόπεδο κεντρικό 100τ.μ. στην οδού Δαιμονακηδων. Τηλ. Αθηνών 01/ 8610.862 - 8646.846: [438, 603, 606, 637]
photocopier-address: Καλοκαιρινού 156 & Λασθένους 11 (Καμαράκι) Τηλ.: 225016.: [647, 1470, 801, 1496]
ad-text: ΠΩΛΕΙΤΑΙ μηχανή «Κατερπιλαρ» 950 Β για 1200 για δουλειά. Πληρ. τηλ. 281.096.: [262, 1802, 430, 1824]
classified-ad: [258, 1564, 434, 1626]
classified-ad: [1058, 1287, 1244, 1337]
classified-ad: [1058, 817, 1244, 867]
ad-code: (Γ562): [408, 1551, 430, 1560]
classified-ad: [1432, 1292, 1605, 1342]
classified-ad: [434, 601, 610, 651]
ad-text: ΖΗΤΕΙΤΑΙ τεχνίτης λουστραδόρος για μόνιμη απασχόληση. Εβδομάδα 5 ημερών, μισθός ικανοποιητικός, ανάλογος προσόντων. Πληρ. τηλ. 250.715 - 250.733: [842, 380, 1054, 425]
column-2: [257, 177, 434, 2245]
ad-code: (Ε366): [1218, 1373, 1240, 1383]
classified-ad: [1245, 339, 1431, 378]
classified-ad: [1058, 678, 1244, 717]
classified-ad: [1245, 1279, 1431, 1329]
ad-text: ΕΝΟΙΚΙΑΖΕΤΑΙ 2άρι και γκαρσονιέρα επιπλωμένα με κεντρική θέρμανση στο 90μ. απ' την οδό 62 Μαρτύρων. Τηλ. 257.834: [1249, 904, 1427, 938]
ad-code: (Ε359): [1404, 425, 1427, 435]
ad-code: (Γ612): [231, 600, 253, 610]
classified-ad: [434, 701, 610, 740]
ad-text: ΕΝΟΙΚΙΑΖΕΤΑΙ διαμέρισμα στην περιοχή Αγ. Ιωάννου. Τηλ. 258.833: [1249, 1055, 1427, 1077]
ad-code: (Ζ991): [811, 1075, 833, 1085]
classified-ad: [1245, 177, 1431, 215]
classified-ad: [87, 1034, 257, 1084]
classified-ad: [87, 290, 257, 329]
ad-text: ΖΗΤΟΥΝΤΑΙ μπουφετζής - μπουφετζού και βοηθός σερβιτόρου για Εστιατόριο στην Χερσόνησο. Εργασία μόνο βραδινή. Τηλ. 283.762 πρωινές ώρες.: [842, 179, 1054, 213]
classified-ad: [87, 530, 257, 614]
ad-code: (Γ521): [408, 1612, 430, 1622]
ad-code: (Γ597): [231, 1351, 253, 1361]
classified-ad: [1058, 945, 1244, 1018]
ad-code: (Ε371): [1218, 1211, 1240, 1221]
ad-code: (Γ1534): [580, 1404, 606, 1414]
ad-code: (Π-493): [404, 486, 430, 496]
column-8: [1431, 177, 1605, 2245]
realestate-subtitle: Πολυτελή Διαμερίσματα και Καταστήματα: [629, 1550, 820, 1586]
photocopier-brands-2: MINOLTA — RICOH: [657, 1412, 792, 1430]
classified-ad: [611, 911, 837, 961]
ad-code: (Γ1540): [580, 1119, 606, 1129]
classified-ad: [838, 774, 1058, 813]
ad-code: (Γ558): [408, 913, 430, 923]
ad-code: (Γ1520): [580, 1755, 606, 1765]
company-note: Αμοιβές ικανοποιητικές.: [895, 1682, 1001, 1694]
ad-text: ΠΩΛΕΙΤΑΙ τριόροφος στενό καλό από παράπλευρο ή περιφερειακή και με 3 οινοστενεσίες με εκπρόσωπο διαμέρισμα 5 στρεμ, χειμερικό χώρο και δίχρονο πλάι με περίπου 155 ελαιόδεντρα μήχρι φρεάτιο και δίχρονο πάλι και καρπο- πάλι και στιγγι. Πληρ. τηλ. 222.833: [438, 1039, 606, 1119]
